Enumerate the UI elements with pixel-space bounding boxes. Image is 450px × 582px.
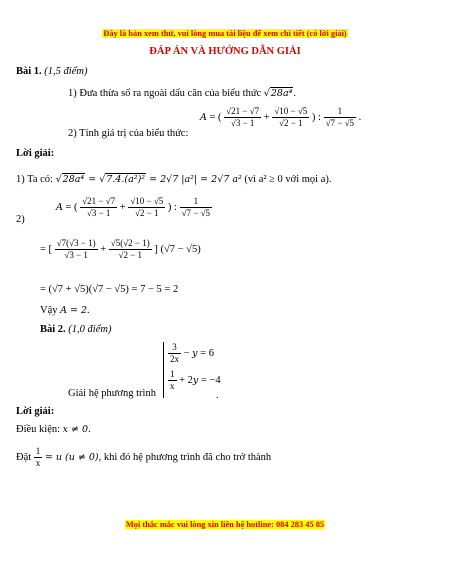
bai2-question: Giải hệ phương trình [68,388,156,399]
bai1-conclusion: Vậy A = 2. [40,305,90,316]
bai1-step-3: = (√7 + √5)(√7 − √5) = 7 − 5 = 2 [40,284,179,295]
bai1-answer-1: 1) Ta có: √28a⁴ = √7.4.(a²)² = 2√7 |a²| = 2√7 a² (vì a² ≥ 0 với mọi a). [16,174,332,185]
bai1-answer-2-label: 2) [16,214,25,225]
bai1-heading: Bài 1. (1,5 điểm) [16,66,88,77]
bai1-solution-label: Lời giải: [16,148,55,159]
preview-banner: Đây là bản xem thử, vui lòng mua tài liệu để xem chi tiết (có lời giải) [103,29,347,38]
bai2-solution-label: Lời giải: [16,406,55,417]
bai2-heading: Bài 2. (1,0 điểm) [40,324,112,335]
bai1-question-1: 1) Đưa thừa số ra ngoài dấu căn của biểu thức √28a⁴. [68,88,297,99]
bai2-system: $\frac{3}{2x}$ − y = 6 $\frac{1}{x}$ + 2y = −4 [163,342,221,398]
page-title: ĐÁP ÁN VÀ HƯỚNG DẪN GIẢI [149,46,301,57]
bai2-condition: Điều kiện: x ≠ 0. [16,424,91,435]
hotline-banner: Mọi thắc mắc vui lòng xin liên hệ hotline: 084 283 45 85 [125,520,325,529]
bai1-question-2: 2) Tính giá trị của biểu thức: [68,128,189,139]
bai1-step-2: = [ $\frac{√7(√3 - 1)}{√3 - 1}$ + $\frac{√5(√2 - 1)}{√2 - 1}$ ] (√7 − √5) [40,238,201,260]
bai1-step-1: A = ( $\frac{√21 - √7}{√3 - 1}$ + $\frac{√10 - √5}{√2 - 1}$ ) : $\frac{1}{√7 - √5}$ [56,196,211,218]
bai2-substitution: Đặt $\frac{1}{x}$ = u (u ≠ 0), khi đó hệ phương trình đã cho trở thành [16,446,272,468]
bai2-question-end: . [216,390,219,401]
bai1-expression-A: A = ( $\frac{√21 - √7}{√3 - 1}$ + $\frac{√10 - √5}{√2 - 1}$ ) : $\frac{1}{√7 - √5}$ . [200,106,362,128]
